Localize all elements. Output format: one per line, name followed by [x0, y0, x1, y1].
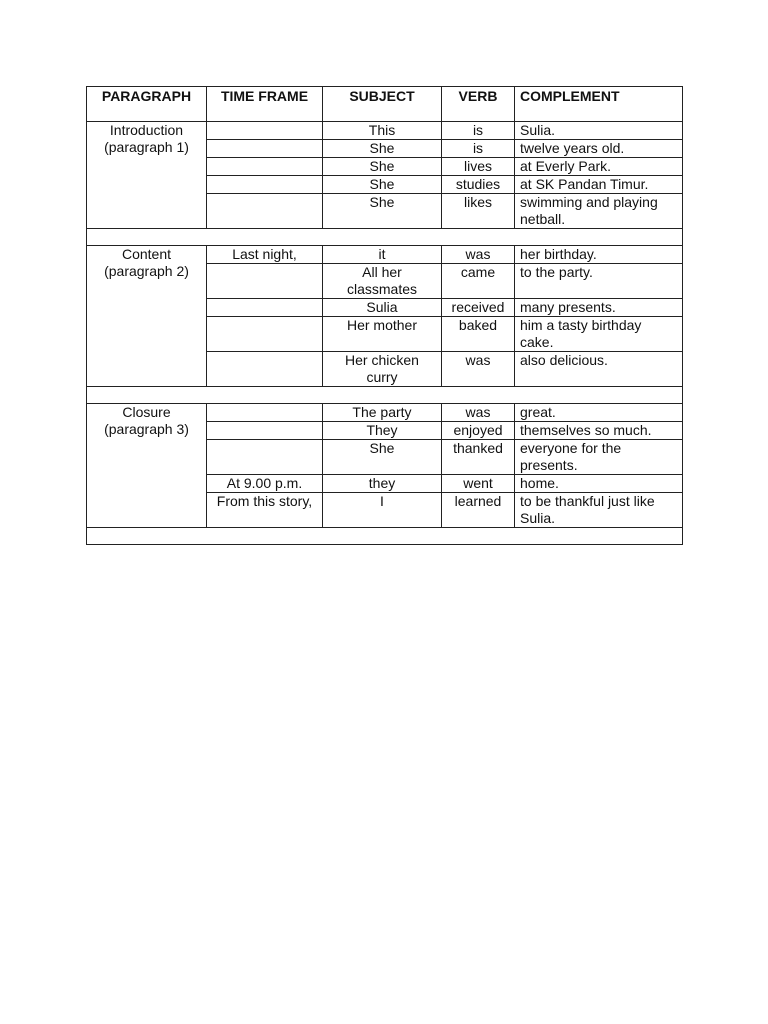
time-frame-cell: [207, 440, 323, 475]
subject-cell: they: [323, 475, 442, 493]
complement-cell: Sulia.: [515, 122, 683, 140]
complement-cell: swimming and playing netball.: [515, 194, 683, 229]
table-body: [87, 122, 683, 545]
header-time-frame: TIME FRAME: [207, 87, 323, 122]
complement-cell: him a tasty birthday cake.: [515, 317, 683, 352]
subject-cell: She: [323, 194, 442, 229]
time-frame-cell: At 9.00 p.m.: [207, 475, 323, 493]
time-frame-cell: [207, 158, 323, 176]
subject-cell: All her classmates: [323, 264, 442, 299]
time-frame-cell: [207, 122, 323, 140]
spacer-cell: [87, 528, 683, 545]
header-paragraph: PARAGRAPH: [87, 87, 207, 122]
subject-cell: it: [323, 246, 442, 264]
verb-cell: is: [442, 140, 515, 158]
verb-cell: was: [442, 352, 515, 387]
subject-cell: They: [323, 422, 442, 440]
subject-cell: I: [323, 493, 442, 528]
verb-cell: was: [442, 404, 515, 422]
section-spacer-row: [87, 229, 683, 246]
verb-cell: lives: [442, 158, 515, 176]
subject-cell: Sulia: [323, 299, 442, 317]
verb-cell: baked: [442, 317, 515, 352]
time-frame-cell: [207, 140, 323, 158]
time-frame-cell: [207, 404, 323, 422]
complement-cell: at SK Pandan Timur.: [515, 176, 683, 194]
verb-cell: is: [442, 122, 515, 140]
subject-cell: She: [323, 176, 442, 194]
verb-cell: went: [442, 475, 515, 493]
verb-cell: thanked: [442, 440, 515, 475]
verb-cell: enjoyed: [442, 422, 515, 440]
complement-cell: everyone for the presents.: [515, 440, 683, 475]
time-frame-cell: [207, 422, 323, 440]
paragraph-cell: Closure (paragraph 3): [87, 404, 207, 528]
paragraph-cell: Introduction (paragraph 1): [87, 122, 207, 229]
header-subject: SUBJECT: [323, 87, 442, 122]
subject-cell: Her mother: [323, 317, 442, 352]
sentence-structure-table: [86, 86, 683, 545]
verb-cell: learned: [442, 493, 515, 528]
complement-cell: great.: [515, 404, 683, 422]
complement-cell: twelve years old.: [515, 140, 683, 158]
complement-cell: many presents.: [515, 299, 683, 317]
verb-cell: studies: [442, 176, 515, 194]
section-spacer-row: [87, 387, 683, 404]
table-row: [87, 122, 683, 140]
time-frame-cell: [207, 176, 323, 194]
subject-cell: She: [323, 440, 442, 475]
section-spacer-row: [87, 528, 683, 545]
complement-cell: her birthday.: [515, 246, 683, 264]
table-row: [87, 404, 683, 422]
complement-cell: home.: [515, 475, 683, 493]
table-row: [87, 246, 683, 264]
time-frame-cell: Last night,: [207, 246, 323, 264]
paragraph-cell: Content (paragraph 2): [87, 246, 207, 387]
subject-cell: She: [323, 158, 442, 176]
complement-cell: also delicious.: [515, 352, 683, 387]
subject-cell: Her chicken curry: [323, 352, 442, 387]
subject-cell: This: [323, 122, 442, 140]
header-verb: VERB: [442, 87, 515, 122]
spacer-cell: [87, 229, 683, 246]
complement-cell: to be thankful just like Sulia.: [515, 493, 683, 528]
subject-cell: The party: [323, 404, 442, 422]
subject-cell: She: [323, 140, 442, 158]
complement-cell: at Everly Park.: [515, 158, 683, 176]
spacer-cell: [87, 387, 683, 404]
verb-cell: came: [442, 264, 515, 299]
time-frame-cell: [207, 317, 323, 352]
header-complement: COMPLEMENT: [515, 87, 683, 122]
verb-cell: likes: [442, 194, 515, 229]
complement-cell: to the party.: [515, 264, 683, 299]
time-frame-cell: [207, 299, 323, 317]
time-frame-cell: From this story,: [207, 493, 323, 528]
verb-cell: received: [442, 299, 515, 317]
header-row: [87, 87, 683, 122]
verb-cell: was: [442, 246, 515, 264]
time-frame-cell: [207, 194, 323, 229]
complement-cell: themselves so much.: [515, 422, 683, 440]
time-frame-cell: [207, 264, 323, 299]
time-frame-cell: [207, 352, 323, 387]
